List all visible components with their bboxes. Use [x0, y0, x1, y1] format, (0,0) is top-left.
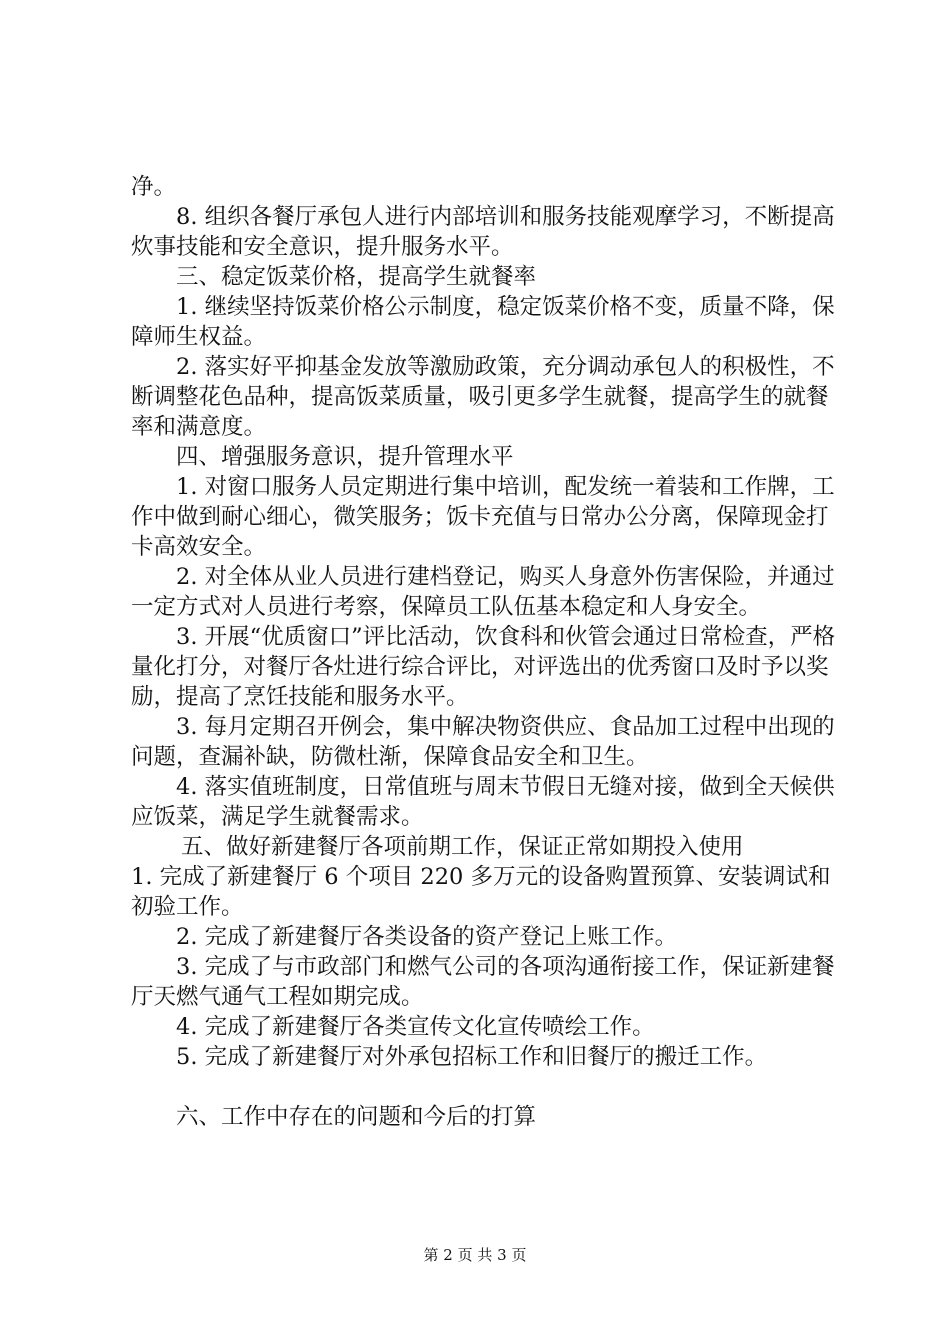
- list-item: 2. 落实好平抑基金发放等激励政策，充分调动承包人的积极性，不断调整花色品种，提高饭菜质量，吸引更多学生就餐，提高学生的就餐率和满意度。: [131, 354, 835, 440]
- section-heading-4: 四、增强服务意识，提升管理水平: [176, 444, 514, 470]
- list-item: 3. 开展“优质窗口”评比活动，饮食科和伙管会通过日常检查，严格量化打分，对餐厅各灶进行综合评比，对评选出的优秀窗口及时予以奖励，提高了烹饪技能和服务水平。: [131, 624, 836, 710]
- paragraph-continuation: 净。: [131, 174, 177, 200]
- list-item: 3. 每月定期召开例会，集中解决物资供应、食品加工过程中出现的问题，查漏补缺，防微杜渐，保障食品安全和卫生。: [131, 714, 835, 770]
- list-item: 3. 完成了与市政部门和燃气公司的各项沟通衔接工作，保证新建餐厅天燃气通气工程如期完成。: [131, 954, 835, 1010]
- list-item: 8. 组织各餐厅承包人进行内部培训和服务技能观摩学习，不断提高炊事技能和安全意识，提升服务水平。: [131, 204, 835, 260]
- list-item: 4. 落实值班制度，日常值班与周末节假日无缝对接，做到全天候供应饭菜，满足学生就餐需求。: [131, 774, 835, 830]
- list-item: 5. 完成了新建餐厅对外承包招标工作和旧餐厅的搬迁工作。: [176, 1044, 768, 1070]
- list-item: 2. 对全体从业人员进行建档登记，购买人身意外伤害保险，并通过一定方式对人员进行考察，保障员工队伍基本稳定和人身安全。: [131, 564, 835, 620]
- section-heading-6: 六、工作中存在的问题和今后的打算: [176, 1104, 537, 1130]
- section-heading-5: 五、做好新建餐厅各项前期工作，保证正常如期投入使用: [181, 834, 744, 860]
- document-body: [131, 172, 836, 1132]
- list-item: 2. 完成了新建餐厅各类设备的资产登记上账工作。: [176, 924, 678, 950]
- page-number-footer: 第 2 页 共 3 页: [423, 1246, 527, 1264]
- section-heading-3: 三、稳定饭菜价格，提高学生就餐率: [176, 264, 537, 290]
- list-item: 1. 继续坚持饭菜价格公示制度，稳定饭菜价格不变，质量不降，保障师生权益。: [131, 294, 835, 350]
- list-item: 1. 完成了新建餐厅 6 个项目 220 多万元的设备购置预算、安装调试和初验工作。: [131, 864, 831, 920]
- list-item: 1. 对窗口服务人员定期进行集中培训，配发统一着装和工作牌，工作中做到耐心细心，微笑服务；饭卡充值与日常办公分离，保障现金打卡高效安全。: [131, 474, 835, 560]
- list-item: 4. 完成了新建餐厅各类宣传文化宣传喷绘工作。: [176, 1014, 655, 1040]
